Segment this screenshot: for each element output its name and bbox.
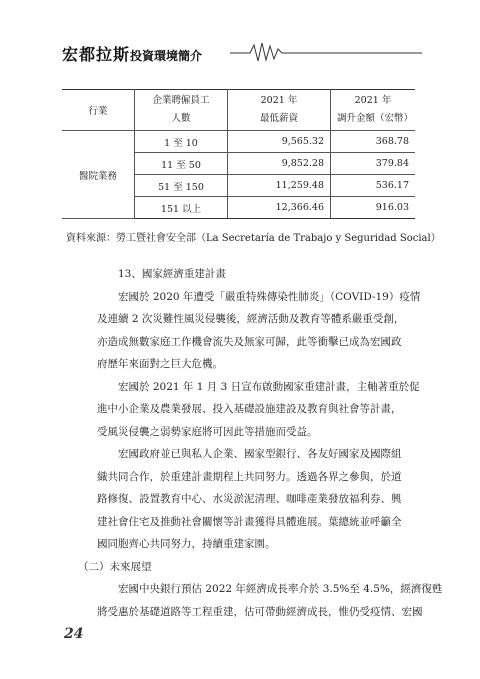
industry-cell: 醫院業務 [62, 131, 135, 219]
table-source-note: 資料來源：勞工暨社會安全部（La Secretaría de Trabajo y Seguridad Social） [66, 233, 441, 244]
col-employees-header [135, 90, 228, 131]
paragraph-line: 進中小企業及農業發展、投入基礎設施建設及教育與社會等計畫， [97, 403, 402, 415]
paragraph-line: 宏國於 2020 年遭受「嚴重特殊傳染性肺炎」（COVID-19）疫情 [118, 291, 421, 303]
employees-cell: 151 以上 [135, 197, 228, 219]
subsection-heading: （二）未來展望 [78, 561, 152, 573]
col-adjust-header-line1: 2021 年 [354, 95, 392, 106]
col-adjust-header [331, 90, 416, 131]
col-industry-header: 行業 [62, 90, 135, 131]
col-wage-header-line1: 2021 年 [260, 95, 298, 106]
paragraph-line: 宏國政府並已與私人企業、國家型銀行、各友好國家及國際組 [118, 448, 402, 460]
wage-cell: 12,366.46 [228, 197, 331, 219]
wage-cell: 9,565.32 [228, 131, 331, 153]
paragraph-line: 亦造成無數家庭工作機會流失及無家可歸，此等衝擊已成為宏國政 [97, 336, 402, 348]
wage-cell: 11,259.48 [228, 175, 331, 197]
employees-cell: 1 至 10 [135, 131, 228, 153]
header-title-sub: 投資環境簡介 [130, 49, 203, 63]
paragraph-line: 受風災侵襲之弱勢家庭將可因此等措施而受益。 [97, 426, 318, 438]
col-adjust-header-line2: 調升金額（宏幣） [337, 113, 414, 125]
section-heading: 13、國家經濟重建計畫 [118, 268, 226, 280]
col-employees-header-line1: 企業聘僱員工 [152, 95, 210, 106]
paragraph-line: 路修復、設置教育中心、水災淤泥清理、咖啡產業發放福利券、興 [97, 493, 402, 505]
table-header-row [62, 90, 415, 131]
adjust-cell: 536.17 [331, 175, 416, 197]
page-number: 24 [64, 626, 84, 642]
paragraph-line: 宏國於 2021 年 1 月 3 日宣布啟動國家重建計畫，主軸著重於促 [118, 381, 420, 393]
adjust-cell: 368.78 [331, 131, 416, 153]
paragraph-line: 建社會住宅及推動社會關懷等計畫獲得具體進展。葉總統並呼籲全 [97, 516, 402, 528]
paragraph-line: 國同胞齊心共同努力，持續重建家園。 [97, 538, 276, 550]
minimum-wage-table [62, 89, 415, 219]
paragraph-line: 府歷年來面對之巨大危機。 [97, 358, 223, 370]
adjust-cell: 379.84 [331, 153, 416, 175]
col-wage-header-line2: 最低薪資 [259, 113, 298, 125]
paragraph-line: 及連續 2 次災難性風災侵襲後，經濟活動及教育等體系嚴重受創， [97, 313, 405, 325]
col-employees-header-line2: 人數 [171, 113, 191, 125]
adjust-cell: 916.03 [331, 197, 416, 219]
wage-cell: 9,852.28 [228, 153, 331, 175]
paragraph-line: 將受惠於基礎道路等工程重建，估可帶動經濟成長，惟仍受疫情、宏國 [97, 606, 423, 618]
col-wage-header [228, 90, 331, 131]
employees-cell: 51 至 150 [135, 175, 228, 197]
employees-cell: 11 至 50 [135, 153, 228, 175]
header-title [62, 42, 202, 65]
running-header [62, 40, 422, 70]
paragraph-line: 宏國中央銀行預估 2022 年經濟成長率介於 3.5%至 4.5%，經濟復甦 [118, 583, 443, 595]
table-row [62, 131, 415, 153]
header-title-main: 宏都拉斯 [62, 45, 131, 64]
header-zigzag-line-icon [230, 40, 422, 64]
paragraph-line: 織共同合作，於重建計畫期程上共同努力。透過各界之參與，於道 [97, 471, 402, 483]
